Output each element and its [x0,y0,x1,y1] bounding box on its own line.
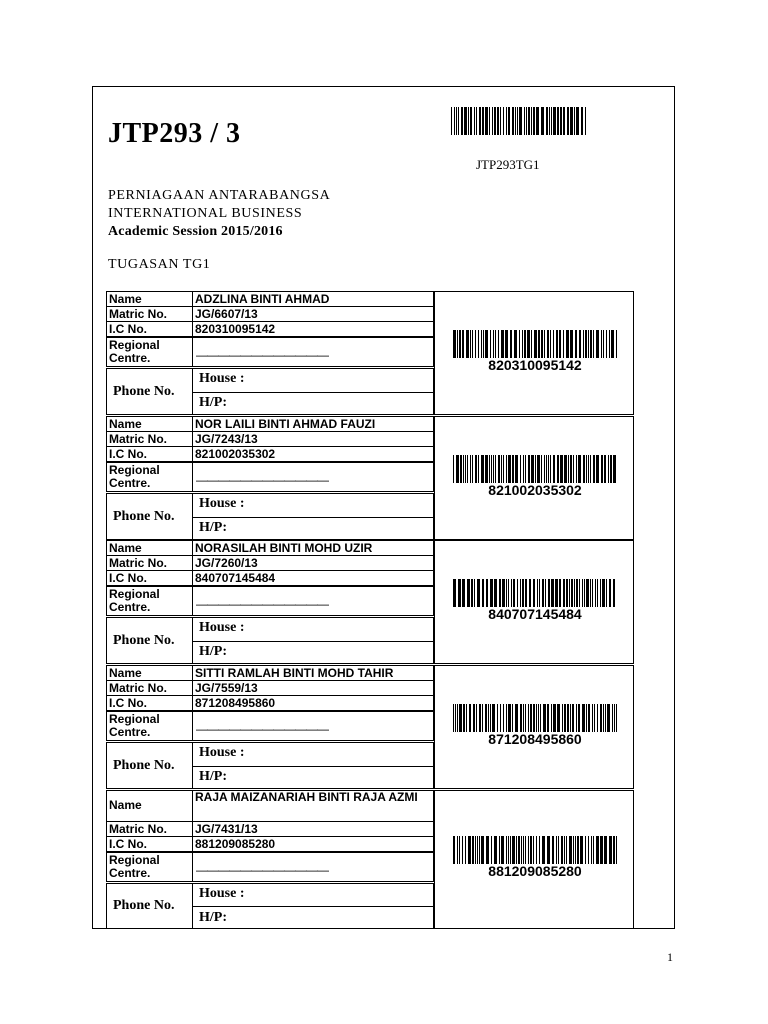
matric-row [106,821,434,837]
barcode-box [434,416,634,540]
name-row [106,291,434,307]
student-name: ADZLINA BINTI AHMAD [195,292,330,306]
barcode-box [434,540,634,664]
cell-divider [192,680,193,696]
cell-divider [192,570,193,586]
phone-split-line [192,906,433,907]
regional-label-1: Regional [109,463,160,477]
matric-label: Matric No. [109,432,168,446]
regional-row [106,586,434,616]
phone-label: Phone No. [113,898,175,913]
matric-label: Matric No. [109,307,168,321]
ic-row [106,446,434,462]
student-details [106,790,434,929]
house-label: House : [199,495,245,511]
ic-number: 820310095142 [195,322,276,336]
matric-row [106,431,434,447]
student-barcode [453,704,617,732]
matric-row [106,306,434,322]
student-entry [106,540,634,664]
cell-divider [192,665,193,681]
barcode-box [434,291,634,415]
regional-label-1: Regional [109,853,160,867]
name-label: Name [109,666,142,680]
cell-divider [192,540,193,556]
cell-divider [192,291,193,307]
regional-label-1: Regional [109,338,160,352]
student-name: SITTI RAMLAH BINTI MOHD TAHIR [195,666,394,680]
matric-label: Matric No. [109,822,168,836]
matric-label: Matric No. [109,681,168,695]
phone-label: Phone No. [113,632,175,648]
regional-label-2: Centre. [109,866,151,880]
regional-label-2: Centre. [109,600,151,614]
name-label: Name [109,541,142,555]
phone-label: Phone No. [113,383,175,399]
cell-divider [192,431,193,447]
regional-centre-blank: ———————————— [196,597,328,611]
phone-split-line [192,517,433,518]
matric-row [106,680,434,696]
regional-label-2: Centre. [109,351,151,365]
cell-divider [192,337,193,367]
ic-label: I.C No. [109,571,147,585]
name-row [106,540,434,556]
ic-number: 840707145484 [195,571,276,585]
ic-number: 881209085280 [195,837,276,851]
cell-divider [192,446,193,462]
student-barcode-text: 821002035302 [488,482,582,498]
matric-number: JG/7260/13 [195,556,258,570]
phone-row [106,493,434,540]
phone-split-line [192,641,433,642]
barcode-box [434,790,634,929]
student-name: NORASILAH BINTI MOHD UZIR [195,541,373,555]
phone-split-line [192,392,433,393]
student-details [106,291,434,415]
matric-label: Matric No. [109,556,168,570]
hp-label: H/P: [199,909,227,925]
ic-row [106,321,434,337]
regional-label-1: Regional [109,587,160,601]
phone-split-line [192,766,433,767]
ic-label: I.C No. [109,447,147,461]
phone-row [106,883,434,929]
hp-label: H/P: [199,395,227,411]
cell-divider [192,711,193,741]
student-barcode-text: 840707145484 [488,606,582,622]
house-label: House : [199,885,245,901]
ic-number: 821002035302 [195,447,276,461]
student-barcode-text: 820310095142 [488,357,582,373]
student-entry [106,665,634,789]
matric-number: JG/7559/13 [195,681,258,695]
ic-number: 871208495860 [195,696,276,710]
student-barcode-text: 881209085280 [488,863,582,879]
regional-row [106,711,434,741]
student-entry [106,790,634,929]
regional-row [106,337,434,367]
regional-row [106,852,434,882]
cell-divider [192,416,193,432]
regional-centre-blank: ———————————— [196,348,328,362]
cell-divider [192,821,193,837]
student-barcode-text: 871208495860 [488,731,582,747]
cell-divider [192,462,193,492]
regional-label-2: Centre. [109,725,151,739]
student-entry [106,291,634,415]
name-label: Name [109,292,142,306]
student-name: NOR LAILI BINTI AHMAD FAUZI [195,417,376,431]
name-label: Name [109,417,142,431]
matric-number: JG/7243/13 [195,432,258,446]
house-label: House : [199,744,245,760]
cell-divider [192,555,193,571]
page-number: 1 [667,950,673,964]
name-label: Name [109,798,142,812]
matric-number: JG/7431/13 [195,822,258,836]
name-row [106,790,434,822]
student-details [106,416,434,540]
cell-divider [192,321,193,337]
name-row [106,416,434,432]
regional-row [106,462,434,492]
regional-centre-blank: ———————————— [196,473,328,487]
ic-row [106,570,434,586]
phone-row [106,742,434,789]
ic-label: I.C No. [109,696,147,710]
phone-row [106,617,434,664]
student-barcode [453,836,617,864]
student-name: RAJA MAIZANARIAH BINTI RAJA AZMI [195,790,418,804]
course-name-en: INTERNATIONAL BUSINESS [108,206,303,221]
regional-centre-blank: ———————————— [196,722,328,736]
matric-row [106,555,434,571]
house-label: House : [199,619,245,635]
phone-row [106,368,434,415]
course-name-ms: PERNIAGAAN ANTARABANGSA [108,188,331,203]
student-barcode [453,330,617,358]
student-barcode [453,455,617,483]
student-entry [106,416,634,540]
cell-divider [192,586,193,616]
cell-divider [192,695,193,711]
ic-label: I.C No. [109,322,147,336]
top-barcode-text: JTP293TG1 [476,157,540,172]
cell-divider [192,306,193,322]
student-details [106,665,434,789]
matric-number: JG/6607/13 [195,307,258,321]
hp-label: H/P: [199,520,227,536]
name-row [106,665,434,681]
ic-label: I.C No. [109,837,147,851]
ic-row [106,836,434,852]
barcode-box [434,665,634,789]
house-label: House : [199,370,245,386]
phone-label: Phone No. [113,757,175,773]
phone-label: Phone No. [113,508,175,524]
student-barcode [453,579,617,607]
student-details [106,540,434,664]
hp-label: H/P: [199,769,227,785]
regional-label-1: Regional [109,712,160,726]
top-barcode [451,107,587,135]
regional-label-2: Centre. [109,476,151,490]
assignment-title: TUGASAN TG1 [108,257,211,272]
ic-row [106,695,434,711]
academic-session: Academic Session 2015/2016 [108,224,283,239]
regional-centre-blank: ———————————— [196,863,328,877]
cell-divider [192,836,193,852]
cell-divider [192,852,193,882]
cell-divider [192,790,193,822]
hp-label: H/P: [199,644,227,660]
course-code: JTP293 / 3 [108,118,241,149]
